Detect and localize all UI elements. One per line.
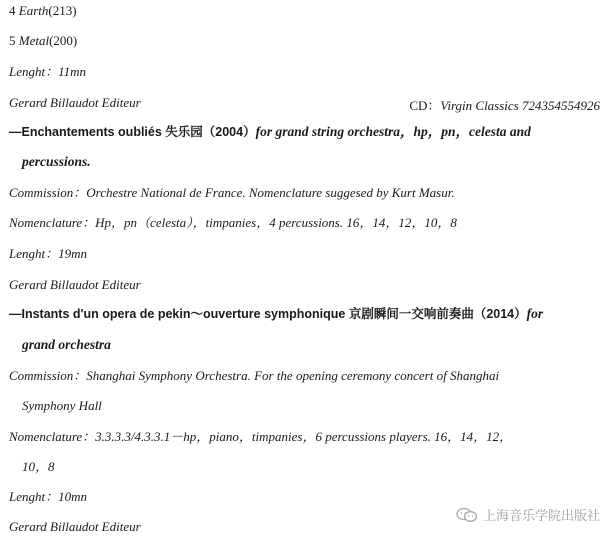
publisher-line: Gerard Billaudot Editeur <box>9 277 141 292</box>
work-description: for grand string orchestra，hp，pn，celesta and <box>255 124 531 139</box>
heading-dash: — <box>9 307 22 321</box>
length-line: Lenght：10mn <box>9 489 88 504</box>
work-description: grand orchestra <box>22 337 111 352</box>
item-name: Metal <box>18 33 50 48</box>
watermark-text: 上海音乐学院出版社 <box>482 509 600 524</box>
work-title: Enchantements oubliés 失乐园（2004） <box>21 125 256 139</box>
item-name: Earth <box>18 3 49 18</box>
heading-dash: — <box>9 125 22 139</box>
item-count: (213) <box>48 3 77 18</box>
list-item-earth <box>9 3 77 19</box>
work-heading <box>9 306 543 322</box>
cd-value: Virgin Classics 724354554926 <box>440 98 600 113</box>
item-number: 4 <box>9 3 16 18</box>
length-line: Lenght：19mn <box>9 246 88 261</box>
wechat-icon <box>456 507 478 523</box>
commission-line: Commission：Orchestre National de France. Nomenclature suggesed by Kurt Masur. <box>9 185 455 200</box>
work-description: for <box>526 306 544 321</box>
nomenclature-line: Nomenclature：Hp，pn（celesta），timpanies，4 percussions. 16，14，12，10，8 <box>9 215 457 230</box>
work-heading-continued <box>22 154 91 170</box>
work-heading-continued <box>22 337 111 353</box>
cd-label: CD： <box>409 98 441 113</box>
item-number: 5 <box>9 33 16 48</box>
watermark <box>456 505 600 524</box>
list-item-metal <box>9 33 77 49</box>
work-heading <box>9 124 531 140</box>
length-line: Lenght：11mn <box>9 64 87 79</box>
work-title: Instants d'un opera de pekin～ouverture symphonique 京剧瞬间一交响前奏曲（2014） <box>21 307 527 321</box>
nomenclature-line: Nomenclature：3.3.3.3/4.3.3.1－hp，piano，timpanies，6 percussions players. 16，14，12， <box>9 429 513 444</box>
cd-reference <box>409 95 600 114</box>
nomenclature-line-continued: 10，8 <box>22 459 55 474</box>
work-description: percussions. <box>22 154 91 169</box>
publisher-line: Gerard Billaudot Editeur <box>9 95 141 110</box>
item-count: (200) <box>49 33 78 48</box>
commission-line: Commission：Shanghai Symphony Orchestra. For the opening ceremony concert of Shanghai <box>9 368 500 383</box>
commission-line-continued: Symphony Hall <box>22 398 102 413</box>
publisher-line: Gerard Billaudot Editeur <box>9 519 141 534</box>
